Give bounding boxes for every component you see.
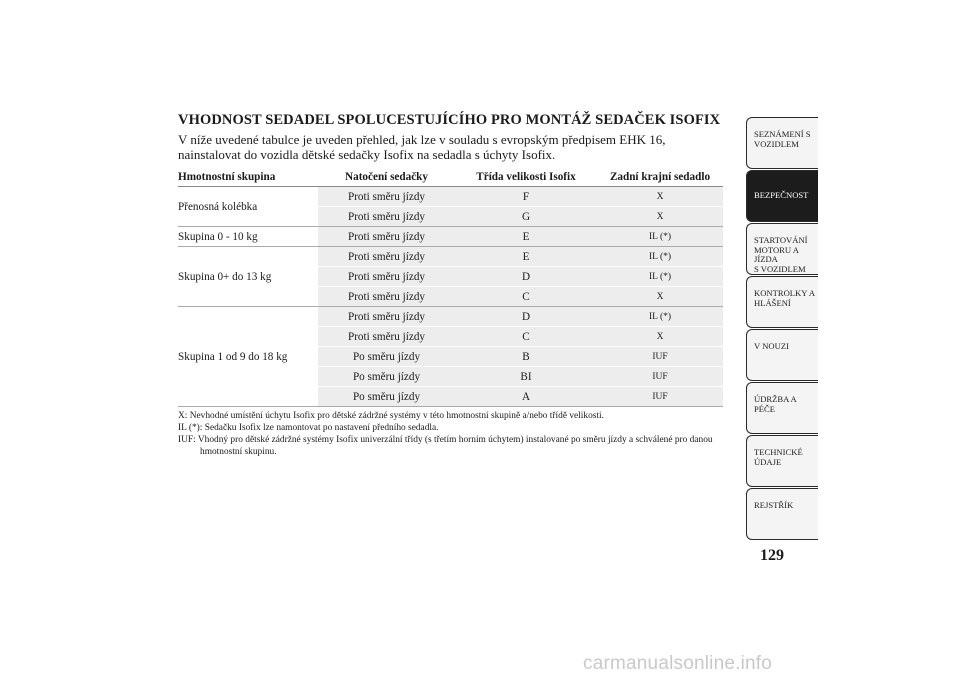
rear-seat-cell: X <box>597 187 723 207</box>
orientation-cell: Po směru jízdy <box>318 367 455 387</box>
table-row <box>178 227 723 247</box>
footnote-x: X: Nevhodné umístění úchytu Isofix pro dětské zádržné systémy v této hmotnostní skupině a/nebo třídě velikosti. <box>178 411 604 421</box>
rear-seat-cell: IL (*) <box>597 227 723 247</box>
orientation-cell: Proti směru jízdy <box>318 187 455 207</box>
sidebar-tab[interactable]: STARTOVÁNÍ MOTORU A JÍZDA S VOZIDLEM <box>746 223 818 275</box>
table-row <box>178 247 723 267</box>
size-class-cell: C <box>455 327 597 347</box>
header-weight-group: Hmotnostní skupina <box>178 168 318 187</box>
rear-seat-cell: IUF <box>597 367 723 387</box>
sidebar-tab[interactable]: ÚDRŽBA A PÉČE <box>746 382 818 434</box>
orientation-cell: Proti směru jízdy <box>318 207 455 227</box>
page-number: 129 <box>760 547 784 564</box>
footnote-iuf: IUF: Vhodný pro dětské zádržné systémy Isofix univerzální třídy (s třetím horním úchytem) instalované po směru jízdy a schválené pro danou hmotnostní skupinu. <box>178 435 713 457</box>
sidebar-tab[interactable]: SEZNÁMENÍ S VOZIDLEM <box>746 117 818 169</box>
orientation-cell: Proti směru jízdy <box>318 267 455 287</box>
footnote-il: IL (*): Sedačku Isofix lze namontovat po nastavení předního sedadla. <box>178 423 439 433</box>
rear-seat-cell: X <box>597 207 723 227</box>
orientation-cell: Proti směru jízdy <box>318 307 455 327</box>
isofix-table <box>178 168 723 407</box>
rear-seat-cell: X <box>597 287 723 307</box>
size-class-cell: D <box>455 267 597 287</box>
page-title: VHODNOST SEDADEL SPOLUCESTUJÍCÍHO PRO MONTÁŽ SEDAČEK ISOFIX <box>178 112 721 128</box>
weight-group-cell: Skupina 0+ do 13 kg <box>178 247 318 307</box>
orientation-cell: Proti směru jízdy <box>318 227 455 247</box>
header-isofix-size-class: Třída velikosti Isofix <box>455 168 597 187</box>
footnotes <box>178 410 723 458</box>
rear-seat-cell: X <box>597 327 723 347</box>
sidebar-tab[interactable]: REJSTŘÍK <box>746 488 818 540</box>
orientation-cell: Proti směru jízdy <box>318 247 455 267</box>
table-body <box>178 187 723 407</box>
weight-group-cell: Přenosná kolébka <box>178 187 318 227</box>
rear-seat-cell: IL (*) <box>597 267 723 287</box>
weight-group-cell: Skupina 1 od 9 do 18 kg <box>178 307 318 407</box>
size-class-cell: E <box>455 227 597 247</box>
rear-seat-cell: IUF <box>597 347 723 367</box>
table-row <box>178 187 723 207</box>
sidebar-tab[interactable]: TECHNICKÉ ÚDAJE <box>746 435 818 487</box>
table-row <box>178 307 723 327</box>
size-class-cell: A <box>455 387 597 407</box>
size-class-cell: G <box>455 207 597 227</box>
size-class-cell: BI <box>455 367 597 387</box>
main-content <box>178 112 723 458</box>
header-seat-orientation: Natočení sedačky <box>318 168 455 187</box>
intro-paragraph: V níže uvedené tabulce je uveden přehled, jak lze v souladu s evropským předpisem EHK 16, nainstalovat do vozidla dětské sedačky Isofix na sedadla s úchyty Isofix. <box>178 132 666 162</box>
watermark: carmanualsonline.info <box>583 653 773 674</box>
header-rear-outer-seat: Zadní krajní sedadlo <box>597 168 723 187</box>
size-class-cell: D <box>455 307 597 327</box>
chapter-sidebar <box>746 117 818 541</box>
sidebar-tab[interactable]: V NOUZI <box>746 329 818 381</box>
table-header-row <box>178 168 723 187</box>
rear-seat-cell: IL (*) <box>597 247 723 267</box>
orientation-cell: Po směru jízdy <box>318 387 455 407</box>
orientation-cell: Po směru jízdy <box>318 347 455 367</box>
sidebar-tab[interactable]: KONTROLKY A HLÁŠENÍ <box>746 276 818 328</box>
size-class-cell: F <box>455 187 597 207</box>
orientation-cell: Proti směru jízdy <box>318 287 455 307</box>
size-class-cell: E <box>455 247 597 267</box>
sidebar-tab[interactable]: BEZPEČNOST <box>746 170 818 222</box>
size-class-cell: C <box>455 287 597 307</box>
weight-group-cell: Skupina 0 - 10 kg <box>178 227 318 247</box>
rear-seat-cell: IUF <box>597 387 723 407</box>
orientation-cell: Proti směru jízdy <box>318 327 455 347</box>
size-class-cell: B <box>455 347 597 367</box>
rear-seat-cell: IL (*) <box>597 307 723 327</box>
